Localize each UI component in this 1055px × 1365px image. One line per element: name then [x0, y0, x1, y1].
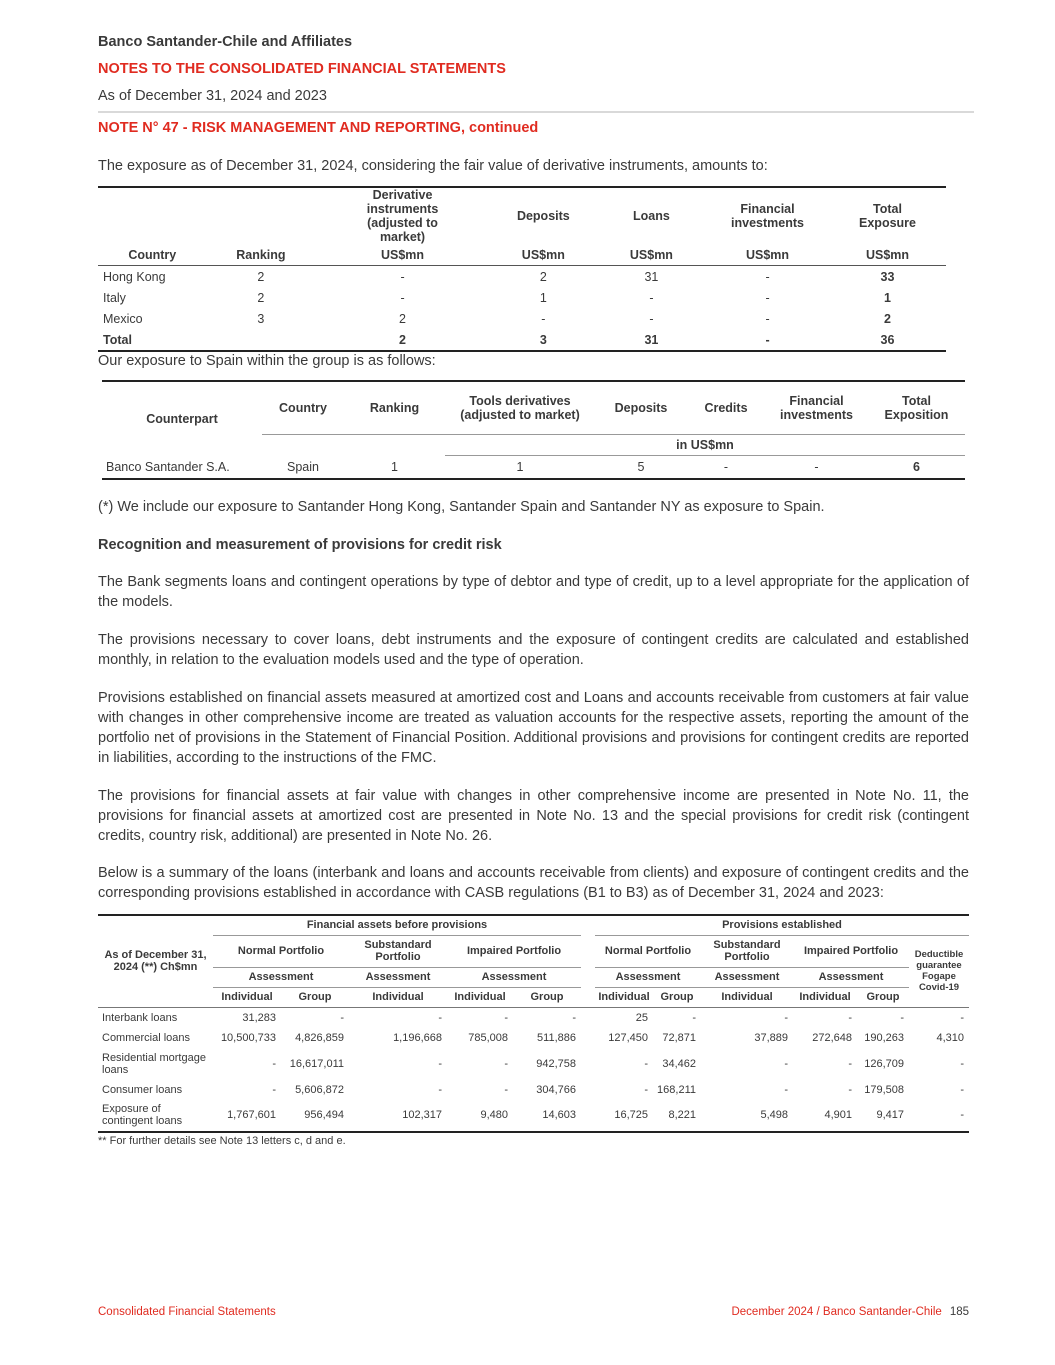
t3-cell: -	[848, 1011, 852, 1024]
intro-exposure: The exposure as of December 31, 2024, considering the fair value of derivative instruments, amounts to:	[98, 158, 768, 174]
table-row	[98, 266, 946, 288]
t3-assessment: Assessment	[793, 967, 909, 987]
t3-cell: 4,901	[824, 1109, 852, 1121]
header-divider	[98, 111, 974, 113]
t3-cell: -	[438, 1083, 442, 1096]
t3-cell: -	[504, 1057, 508, 1070]
table-row	[98, 287, 946, 308]
table-row	[98, 1100, 969, 1132]
t3-cell: -	[784, 1083, 788, 1096]
t2-header-country: Country	[262, 381, 344, 435]
t2-header-total: Total Exposition	[868, 381, 965, 435]
t1-header-total: Total Exposure	[859, 202, 916, 230]
t1-cell: Mexico	[103, 311, 143, 326]
t2-header-counterpart: Counterpart	[146, 411, 218, 426]
t1-unit: US$mn	[490, 244, 597, 266]
footer-left: Consolidated Financial Statements	[98, 1306, 276, 1318]
t1-cell: Italy	[103, 290, 126, 305]
intro-spain: Our exposure to Spain within the group is as follows:	[98, 353, 436, 369]
t3-cell: 102,317	[402, 1109, 442, 1121]
t3-corner: As of December 31, 2024 (**) Ch$mn	[104, 949, 207, 974]
t1-cell: 31	[644, 332, 659, 347]
company-name: Banco Santander-Chile and Affiliates	[98, 34, 353, 50]
t3-cell: 5,498	[760, 1109, 788, 1121]
t3-cell: -	[340, 1011, 344, 1024]
t3-individual: Individual	[454, 991, 506, 1003]
t1-header-derivatives: Derivative instruments (adjusted to market)	[366, 188, 439, 244]
t3-assessment: Assessment	[447, 967, 581, 987]
t1-cell: -	[765, 290, 770, 305]
t3-gap	[581, 915, 595, 935]
t3-cell: 785,008	[468, 1031, 508, 1044]
footer-right	[731, 1306, 969, 1318]
t3-cell: 272,648	[812, 1031, 852, 1044]
t1-header-deposits: Deposits	[516, 209, 570, 223]
t3-deductible: Deductible guarantee Fogape Covid-19	[914, 949, 964, 993]
t3-cell: -	[692, 1011, 696, 1024]
t3-cell: -	[960, 1011, 964, 1024]
table-row	[98, 1028, 969, 1048]
t1-cell: Hong Kong	[103, 269, 166, 284]
t3-group: Group	[660, 991, 694, 1003]
t1-cell: 31	[644, 269, 659, 284]
t3-gap	[581, 1028, 595, 1048]
t2-header-ranking: Ranking	[344, 381, 445, 435]
t1-cell: -	[765, 269, 770, 284]
note-star: (*) We include our exposure to Santander Hong Kong, Santander Spain and Santander NY as exposure to Spain.	[98, 499, 825, 515]
paragraph: Provisions established on financial assets measured at amortized cost and Loans and accounts receivable from customers at fair value with changes in other comprehensive income are treated as valuation accounts for the respective assets, reporting the amount of the portfolio net of provisions in the Statement of Financial Position. Additional provisions and provisions for contingent credits are reported in liabilities, according to the instructions of the FMC.	[98, 690, 969, 766]
t3-row-label: Residential mortgage loans	[102, 1051, 206, 1076]
t3-individual: Individual	[598, 991, 650, 1003]
t3-cell: -	[960, 1109, 964, 1121]
t3-substandard: Substandard Portfolio	[701, 935, 793, 967]
t3-cell: 956,494	[304, 1109, 344, 1121]
t3-cell: 14,603	[542, 1109, 576, 1121]
t2-header-derivatives: Tools derivatives (adjusted to market)	[445, 381, 595, 435]
t3-cell: 168,211	[657, 1083, 696, 1096]
t3-cell: 34,462	[662, 1057, 696, 1070]
t3-cell: 1,196,668	[393, 1031, 442, 1044]
t1-cell: 2	[257, 269, 265, 284]
t3-impaired: Impaired Portfolio	[793, 935, 909, 967]
t2-cell: 1	[391, 459, 398, 474]
t1-cell: 2	[399, 332, 406, 347]
t1-cell: 1	[884, 290, 891, 305]
t3-gap	[581, 1080, 595, 1100]
t3-assessment: Assessment	[595, 967, 701, 987]
provisions-table	[98, 914, 969, 1133]
t3-cell: 4,826,859	[295, 1031, 344, 1044]
table-total-row	[98, 329, 946, 351]
table-row	[98, 308, 946, 329]
t3-cell: 25	[635, 1011, 648, 1024]
t3-row-label: Interbank loans	[102, 1011, 178, 1024]
table-row	[102, 456, 965, 480]
t1-cell: Total	[103, 332, 132, 347]
t3-cell: -	[848, 1057, 852, 1070]
paragraph: The provisions necessary to cover loans, debt instruments and the exposure of contingent credits are calculated and established monthly, in relation to the evaluation models used and the type of operation.	[98, 632, 969, 668]
t3-cell: -	[644, 1057, 648, 1070]
t3-individual: Individual	[372, 991, 424, 1003]
t3-cell: 37,889	[754, 1031, 788, 1044]
t1-cell: -	[541, 311, 546, 326]
t1-cell: 3	[257, 311, 265, 326]
t3-individual: Individual	[721, 991, 773, 1003]
t1-unit: US$mn	[706, 244, 829, 266]
t3-gap	[581, 1048, 595, 1080]
t3-cell: 1,767,601	[227, 1109, 276, 1121]
t3-cell: -	[572, 1011, 576, 1024]
t1-cell: 2	[539, 269, 547, 284]
t1-cell: -	[765, 311, 770, 326]
t3-cell: -	[504, 1083, 508, 1096]
t2-header-deposits: Deposits	[595, 381, 687, 435]
t3-gap	[581, 1007, 595, 1028]
t3-cell: -	[784, 1057, 788, 1070]
spain-exposure-table	[102, 380, 965, 480]
page-number: 185	[949, 1306, 969, 1318]
t3-row-label: Exposure of contingent loans	[102, 1103, 183, 1127]
paragraph: Below is a summary of the loans (interbank and loans and accounts receivable from clients) and exposure of contingent credits and the corresponding provisions established in accordance with CASB regulations (B1 to B3) as of December 31, 2024 and 2023:	[98, 865, 969, 901]
t3-cell: -	[272, 1083, 276, 1096]
t3-row-label: Consumer loans	[102, 1083, 183, 1096]
t1-cell: -	[765, 332, 770, 347]
t3-cell: -	[960, 1083, 964, 1096]
t3-impaired: Impaired Portfolio	[447, 935, 581, 967]
t3-substandard: Substandard Portfolio	[349, 935, 447, 967]
table-row	[98, 1080, 969, 1100]
t3-assessment: Assessment	[213, 967, 349, 987]
note-title: NOTE N° 47 - RISK MANAGEMENT AND REPORTING, continued	[98, 120, 539, 136]
t3-cell: 8,221	[668, 1109, 696, 1121]
t2-blank	[262, 435, 344, 456]
as-of-date: As of December 31, 2024 and 2023	[98, 88, 327, 104]
t3-cell: 72,871	[662, 1031, 696, 1044]
t2-cell: -	[814, 460, 819, 474]
t2-cell: -	[723, 460, 729, 474]
t1-cell: 2	[257, 290, 265, 305]
t3-cell: 4,310	[936, 1031, 964, 1044]
footer-title: December 2024 / Banco Santander-Chile	[731, 1306, 942, 1318]
t1-cell: -	[649, 290, 654, 305]
t3-cell: 9,480	[480, 1109, 508, 1121]
t3-cell: -	[504, 1011, 508, 1024]
t2-blank	[344, 435, 445, 456]
t1-header-financial: Financial investments	[731, 202, 804, 230]
t3-cell: 190,263	[864, 1031, 904, 1044]
t3-group: Group	[298, 991, 332, 1003]
t2-cell: 1	[516, 460, 524, 474]
t1-unit: US$mn	[597, 244, 706, 266]
t1-cell: 33	[880, 269, 895, 284]
table-row	[98, 1007, 969, 1028]
t3-cell: 5,606,872	[295, 1083, 344, 1096]
t3-cell: 16,725	[614, 1109, 648, 1121]
t2-unit: in US$mn	[445, 435, 965, 456]
t1-cell: 2	[399, 311, 406, 326]
t3-gap	[581, 967, 595, 987]
t2-cell: Banco Santander S.A.	[106, 459, 230, 474]
t2-cell: 6	[913, 460, 920, 474]
t3-cell: 126,709	[864, 1057, 904, 1070]
t2-cell: Spain	[287, 459, 319, 474]
t3-normal: Normal Portfolio	[595, 935, 701, 967]
t3-cell: 942,758	[536, 1057, 576, 1070]
section-title: Recognition and measurement of provisions for credit risk	[98, 537, 502, 553]
t1-col-empty	[98, 187, 207, 244]
t3-cell: -	[960, 1057, 964, 1070]
t3-cell: 511,886	[537, 1031, 576, 1044]
t3-cell: -	[848, 1083, 852, 1096]
t3-row-label: Commercial loans	[102, 1031, 191, 1044]
t3-cell: -	[784, 1011, 788, 1024]
t3-assessment: Assessment	[701, 967, 793, 987]
t1-header-ranking: Ranking	[207, 244, 316, 266]
t1-cell	[207, 329, 316, 351]
t2-header-financial: Financial investments	[765, 381, 868, 435]
t3-cell: -	[272, 1057, 276, 1070]
t1-cell: 3	[539, 332, 547, 347]
t3-cell: 179,508	[864, 1083, 904, 1096]
t1-cell: -	[649, 311, 654, 326]
t3-gap	[581, 987, 595, 1007]
t3-cell: 9,417	[876, 1109, 904, 1121]
t3-cell: 16,617,011	[289, 1057, 344, 1070]
t3-cell: -	[438, 1057, 442, 1070]
t3-group-before: Financial assets before provisions	[213, 915, 581, 935]
t3-normal: Normal Portfolio	[213, 935, 349, 967]
t2-cell: 5	[637, 460, 645, 474]
t3-group-provisions: Provisions established	[595, 915, 969, 935]
t3-cell: 10,500,733	[220, 1031, 276, 1044]
t1-header-country: Country	[98, 244, 207, 266]
paragraph: The provisions for financial assets at fair value with changes in other comprehensive income are presented in Note No. 11, the provisions for financial assets at amortized cost are presented in Note No. 13 and the special provisions for credit risk (contingent credits, country risk, additional) are presented in Note No. 26.	[98, 788, 969, 844]
t3-cell: 127,450	[608, 1031, 648, 1044]
t3-assessment: Assessment	[349, 967, 447, 987]
t3-cell: -	[438, 1011, 442, 1024]
t3-gap	[581, 935, 595, 967]
t3-cell: -	[644, 1083, 648, 1096]
t1-header-loans: Loans	[633, 209, 670, 223]
t3-group: Group	[530, 991, 564, 1003]
t1-cell: 2	[884, 311, 891, 326]
footnote: ** For further details see Note 13 letters c, d and e.	[98, 1135, 346, 1147]
paragraph: The Bank segments loans and contingent operations by type of debtor and type of credit, up to a level appropriate for the application of the models.	[98, 574, 969, 610]
t3-cell: 304,766	[536, 1083, 576, 1096]
t3-individual: Individual	[799, 991, 851, 1003]
t3-individual: Individual	[221, 991, 273, 1003]
t3-cell: 31,283	[242, 1011, 276, 1024]
exposure-table	[98, 186, 946, 352]
t1-cell: 36	[880, 332, 895, 347]
t1-unit: US$mn	[829, 244, 946, 266]
t3-group: Group	[866, 991, 900, 1003]
t3-gap	[581, 1100, 595, 1132]
t2-header-credits: Credits	[687, 381, 765, 435]
notes-title: NOTES TO THE CONSOLIDATED FINANCIAL STATEMENTS	[98, 61, 506, 77]
t3-cell: -	[900, 1011, 904, 1024]
t1-cell: -	[400, 269, 405, 284]
t1-unit: US$mn	[315, 244, 490, 266]
t1-col-empty	[207, 187, 316, 244]
t1-cell: 1	[539, 290, 547, 305]
t1-cell: -	[400, 290, 405, 305]
table-row	[98, 1048, 969, 1080]
